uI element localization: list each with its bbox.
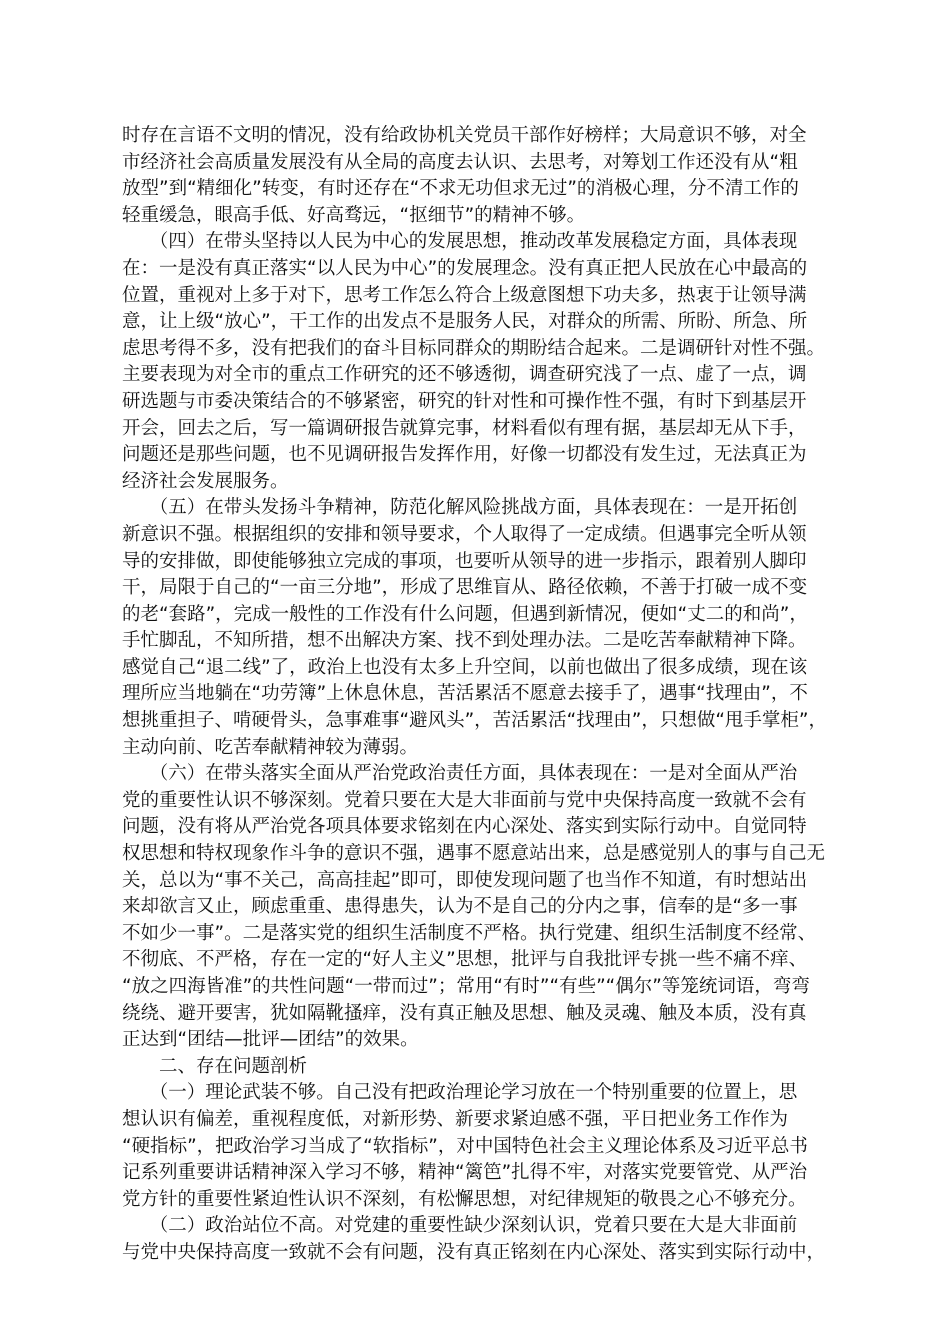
text-line: “放之四海皆准”的共性问题“一带而过”；常用“有时”“有些”“偶尔”等笼统词语，弯弯 [122,976,810,997]
text-line: 导的安排做，即使能够独立完成的事项，也要听从领导的进一步指示，跟着别人脚印 [122,550,807,572]
text-line: 轻重缓急，眼高手低、好高骛远，“抠细节”的精神不够。 [122,204,586,226]
text-line: 虑思考得不多，没有把我们的奋斗目标同群众的期盼结合起来。二是调研针对性不强。 [122,337,826,359]
text-line: 在：一是没有真正落实“以人民为中心”的发展理念。没有真正把人民放在心中最高的 [122,257,808,279]
text-line: 权思想和特权现象作斗争的意识不强，遇事不愿意站出来，总是感觉别人的事与自己无 [122,843,826,865]
text-line: 关，总以为“事不关己，高高挂起”即可，即使发现问题了也当作不知道，有时想站出 [122,869,808,891]
text-line: 绕绕、避开要害，犹如隔靴搔痒，没有真正触及思想、触及灵魂、触及本质，没有真 [122,1002,807,1024]
text-line: 二、存在问题剖析 [122,1055,308,1077]
text-line: 主要表现为对全市的重点工作研究的还不够透彻，调查研究浅了一点、虚了一点，调 [122,364,807,386]
text-line: 的老“套路”，完成一般性的工作没有什么问题，但遇到新情况，便如“丈二的和尚”， [122,603,808,625]
text-line: 干，局限于自己的“一亩三分地”，形成了思维盲从、路径依赖，不善于打破一成不变 [122,577,808,599]
text-line: （一）理论武装不够。自己没有把政治理论学习放在一个特别重要的位置上，思 [122,1082,798,1104]
text-line: （六）在带头落实全面从严治党政治责任方面，具体表现在：一是对全面从严治 [122,763,798,785]
text-line: 问题还是那些问题，也不见调研报告发挥作用，好像一切都没有发生过，无法真正为 [122,444,807,466]
text-line: 党的重要性认识不够深刻。党着只要在大是大非面前与党中央保持高度一致就不会有 [122,789,807,811]
text-line: 开会，回去之后，写一篇调研报告就算完事，材料看似有理有据，基层却无从下手， [122,417,807,439]
text-line: 正达到“团结—批评—团结”的效果。 [122,1029,419,1051]
text-line: 党方针的重要性紧迫性认识不深刻，有松懈思想，对纪律规矩的敬畏之心不够充分。 [122,1188,807,1210]
text-line: 感觉自己“退二线”了，政治上也没有太多上升空间，以前也做出了很多成绩，现在该 [122,656,808,678]
text-line: “硬指标”，把政治学习当成了“软指标”，对中国特色社会主义理论体系及习近平总书 [122,1135,808,1157]
text-line: 意，让上级“放心”，干工作的出发点不是服务人民，对群众的所需、所盼、所急、所 [122,311,808,333]
document-body [122,123,852,1267]
text-line: 主动向前、吃苦奉献精神较为薄弱。 [122,736,419,758]
text-line: 研选题与市委决策结合的不够紧密，研究的针对性和可操作性不强，有时下到基层开 [122,390,807,412]
text-line: 放型”到“精细化”转变，有时还存在“不求无功但求无过”的消极心理，分不清工作的 [122,178,799,200]
text-line: （五）在带头发扬斗争精神，防范化解风险挑战方面，具体表现在：一是开拓创 [122,497,798,519]
text-line: 来却欲言又止，顾虑重重、患得患失，认为不是自己的分内之事，信奉的是“多一事 [122,896,798,918]
text-line: 不如少一事”。二是落实党的组织生活制度不严格。执行党建、组织生活制度不经常、 [122,922,817,944]
text-line: 问题，没有将从严治党各项具体要求铭刻在内心深处、落实到实际行动中。自觉同特 [122,816,807,838]
text-line: 想认识有偏差，重视程度低，对新形势、新要求紧迫感不强，平日把业务工作作为 [122,1108,789,1130]
text-line: 不彻底、不严格，存在一定的“好人主义”思想，批评与自我批评专挑一些不痛不痒、 [122,949,808,971]
text-line: 记系列重要讲话精神深入学习不够，精神“篱笆”扎得不牢，对落实党要管党、从严治 [122,1162,808,1184]
text-line: 市经济社会高质量发展没有从全局的高度去认识、去思考，对筹划工作还没有从“粗 [122,151,798,173]
text-line: 经济社会发展服务。 [122,470,289,492]
text-line: 时存在言语不文明的情况，没有给政协机关党员干部作好榜样；大局意识不够，对全 [122,125,807,146]
text-line: 理所应当地躺在“功劳簿”上休息休息，苦活累活不愿意去接手了，遇事“找理由”，不 [122,683,808,705]
text-line: 位置，重视对上多于对下，思考工作怎么符合上级意图想下功夫多，热衷于让领导满 [122,284,807,306]
text-line: （四）在带头坚持以人民为中心的发展思想，推动改革发展稳定方面，具体表现 [122,231,798,253]
text-line: 与党中央保持高度一致就不会有问题，没有真正铭刻在内心深处、落实到实际行动中， [122,1241,826,1263]
text-line: 想挑重担子、啃硬骨头，急事难事“避风头”，苦活累活“找理由”，只想做“甩手掌柜”， [122,710,828,732]
text-line: （二）政治站位不高。对党建的重要性缺少深刻认识，党着只要在大是大非面前 [122,1215,798,1237]
text-line: 新意识不强。根据组织的安排和领导要求，个人取得了一定成绩。但遇事完全听从领 [122,523,807,545]
text-line: 手忙脚乱，不知所措，想不出解决方案、找不到处理办法。二是吃苦奉献精神下降。 [122,630,807,652]
